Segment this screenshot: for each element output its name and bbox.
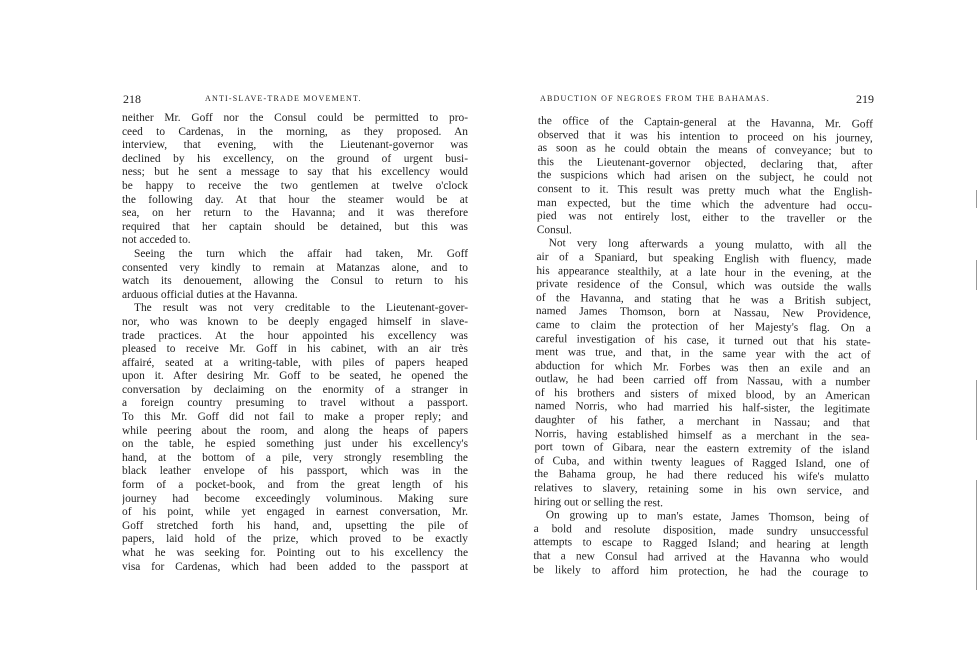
text-line: port town of Gibara, near the eastern extremity of the island — [534, 441, 870, 457]
text-line: private residence of the Consul, which was outside the walls — [536, 278, 872, 294]
text-line: trade practices. At the hour appointed his excellency was — [122, 329, 468, 342]
text-line: the suspicions which had arisen on the subject, he could not — [537, 169, 873, 185]
text-line: the office of the Captain-general at the Havanna, Mr. Goff — [537, 115, 873, 131]
left-page-number: 218 — [123, 92, 141, 106]
left-page-body — [122, 112, 468, 574]
text-line: Goff stretched forth his hand, and, upsetting the pile of — [122, 519, 468, 532]
text-line: ness; but he sent a message to say that his excellency would — [122, 166, 468, 179]
text-line: named Norris, who had married his half-sister, the legitimate — [534, 400, 870, 416]
right-page-number: 219 — [856, 92, 874, 106]
text-line: attempts to escape to Ragged Island; and hearing at length — [533, 536, 869, 552]
text-line: what he was seeking for. Pointing out to his excellency the — [122, 547, 468, 559]
text-line: The result was not very creditable to the Lieutenant-gover- — [134, 302, 468, 315]
text-line: Norris, having established himself as a merchant in the sea- — [534, 427, 870, 444]
text-line: form of a pocket-book, and from the great length of his — [122, 479, 468, 492]
text-line: of Cuba, and within twenty leagues of Ragged Island, one of — [534, 454, 870, 471]
right-page-body — [533, 115, 873, 581]
text-line: relatives to slavery, retaining some in his own service, and — [534, 482, 870, 498]
text-line: outlaw, he had been carried off from Nassau, with a number — [535, 373, 871, 389]
text-line: journey had become exceedingly voluminous. Making sure — [122, 492, 468, 505]
text-line: hand, at the bottom of a pile, very strongly resembling the — [122, 451, 468, 464]
text-line: upon it. After desiring Mr. Goff to be seated, he opened the — [122, 370, 468, 383]
text-line: air of a Spaniard, but speaking English with fluency, made — [536, 250, 872, 267]
text-line: the Bahama group, he had there reduced his wife's mulatto — [534, 468, 870, 484]
text-line: pied was not entirely lost, either to the traveller or the — [536, 210, 872, 226]
text-line: Consul. — [536, 223, 572, 237]
left-running-head: ANTI-SLAVE-TRADE MOVEMENT. — [205, 94, 362, 103]
text-line: man expected, but the time which the adventure had occu- — [537, 196, 873, 213]
text-line: while peering about the room, and along the heaps of papers — [122, 424, 468, 437]
text-line: required that her captain should be detained, but this was — [122, 220, 468, 233]
text-line: sea, on her return to the Havanna; and it was therefore — [122, 207, 468, 220]
right-page — [490, 0, 980, 672]
text-line: as soon as he could obtain the means of conveyance; but to — [537, 142, 873, 158]
text-line: a foreign country presuming to travel without a passport. — [122, 397, 468, 410]
text-line: of the Havanna, and stating that he was a British subject, — [536, 291, 872, 308]
text-line: papers, laid hold of the prize, which proved to be exactly — [122, 533, 468, 546]
text-line: of his point, while yet engaged in earnest conversation, Mr. — [122, 506, 468, 519]
text-line: on the table, he espied something just under his excellency's — [122, 438, 468, 451]
right-running-head: ABDUCTION OF NEGROES FROM THE BAHAMAS. — [540, 94, 770, 103]
text-line: neither Mr. Goff nor the Consul could be permitted to pro- — [122, 112, 468, 124]
text-line: black leather envelope of his passport, which was in the — [122, 465, 468, 478]
text-line: this the Lieutenant-governor objected, declaring that, after — [537, 155, 873, 172]
text-line: pleased to receive Mr. Goff in his cabinet, with an air très — [122, 343, 468, 356]
text-line: visa for Cardenas, which had been added to the passport at — [122, 560, 468, 573]
text-line: affairé, seated at a writing-table, with piles of papers heaped — [122, 356, 468, 369]
text-line: interview, that evening, with the Lieutenant-governor was — [122, 139, 468, 152]
text-line: the following day. At that hour the steamer would be at — [122, 193, 468, 206]
text-line: consented very kindly to remain at Matanzas alone, and to — [122, 261, 468, 274]
text-line: a bold and resolute disposition, made sundry unsuccessful — [533, 522, 869, 539]
text-line: watch its denouement, allowing the Consul to return to his — [122, 275, 468, 288]
text-line: To this Mr. Goff did not fail to make a proper reply; and — [122, 411, 468, 424]
text-line: conversation by declaiming on the enormity of a stranger in — [122, 383, 468, 396]
text-line: ceed to Cardenas, in the morning, as they proposed. An — [122, 125, 468, 138]
text-line: named James Thomson, born at Nassau, New Providence, — [535, 305, 871, 321]
text-line: consent to it. This result was pretty much what the English- — [537, 182, 873, 199]
page-edge-marks — [970, 150, 980, 630]
text-line: On growing up to man's estate, James Thomson, being of — [545, 509, 869, 525]
text-line: nor, who was known to be deeply engaged himself in slave- — [122, 315, 468, 328]
text-line: ment was true, and that, in the same year with the act of — [535, 346, 871, 362]
text-line: abduction for which Mr. Forbes was then an exile and an — [535, 359, 871, 376]
text-line: observed that it was his intention to proceed on his journey, — [537, 128, 873, 145]
text-line: Not very long afterwards a young mulatto, with all the — [548, 237, 872, 253]
text-line: declined by his excellency, on the ground of urgent busi- — [122, 152, 468, 165]
text-line: not acceded to. — [122, 234, 191, 247]
text-line: came to claim the protection of her Majesty's flag. On a — [535, 318, 871, 335]
text-line: be happy to receive the two gentlemen at twelve o'clock — [122, 179, 468, 192]
text-line: his appearance stealthily, at a late hour in the evening, at the — [536, 264, 872, 281]
text-line: of his brothers and sisters of mixed blood, by an American — [535, 386, 871, 403]
text-line: Seeing the turn which the affair had taken, Mr. Goff — [134, 247, 468, 260]
text-line: be likely to afford him protection, he had the courage to — [533, 563, 869, 580]
text-line: arduous official duties at the Havanna. — [122, 288, 298, 301]
text-line: daughter of his father, a merchant in Nassau; and that — [534, 414, 870, 430]
text-line: careful investigation of his case, it turned out that his state- — [535, 332, 871, 348]
text-line: that a new Consul had arrived at the Havanna who would — [533, 549, 869, 566]
text-line: hiring out or selling the rest. — [533, 495, 664, 509]
